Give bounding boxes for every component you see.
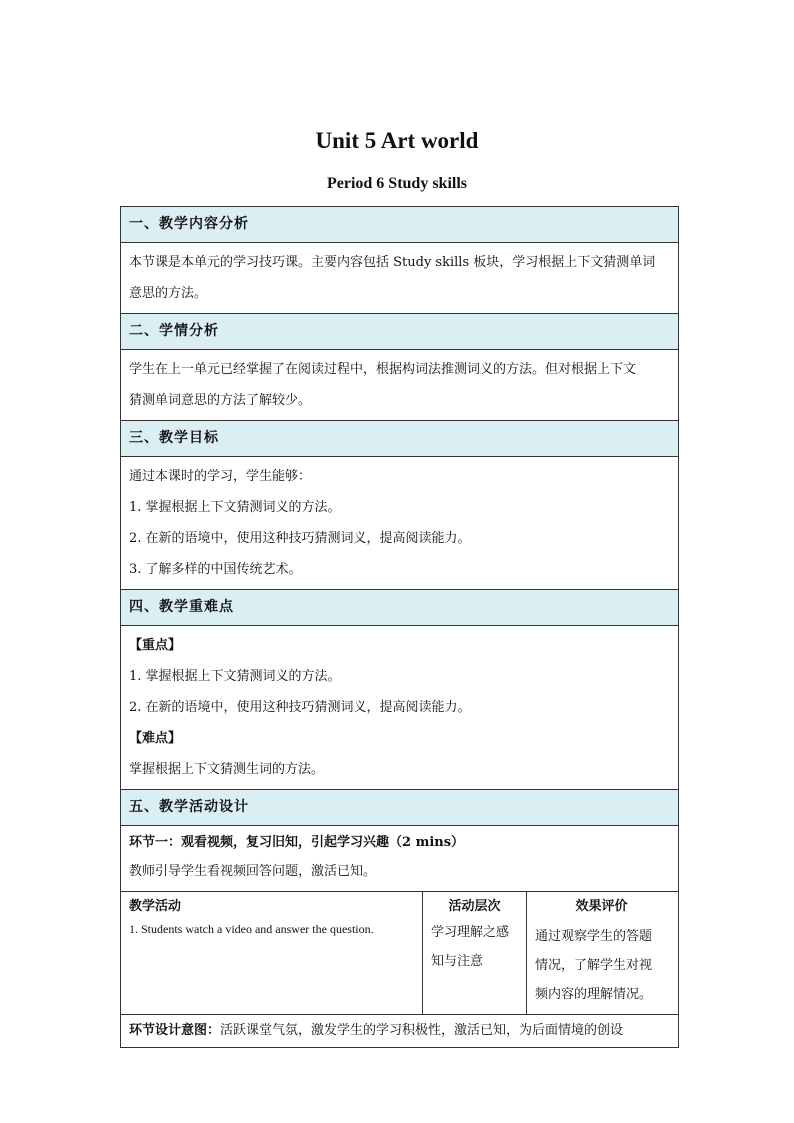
evaluation-line: 情况，了解学生对视 (535, 958, 653, 973)
section-heading-learner-analysis: 二、学情分析 (121, 314, 678, 350)
text-line: 1. 掌握根据上下文猜测词义的方法。 (129, 500, 341, 515)
section-heading-key-points: 四、教学重难点 (121, 590, 678, 626)
section-heading-content-analysis: 一、教学内容分析 (121, 207, 678, 243)
activity-column-header: 教学活动 (129, 899, 182, 914)
document-title: Unit 5 Art world (315, 128, 479, 153)
difficulty-label: 【难点】 (129, 731, 182, 746)
step-one-title: 环节一：观看视频，复习旧知，引起学习兴趣（2 mins） (129, 835, 465, 850)
step-one-block (121, 826, 678, 892)
text-line: 学生在上一单元已经掌握了在阅读过程中，根据构词法推测词义的方法。但对根据上下文 (129, 362, 637, 377)
level-column-header: 活动层次 (448, 899, 501, 914)
activity-text: 1. Students watch a video and answer the question. (129, 922, 374, 936)
text-line: 3. 了解多样的中国传统艺术。 (129, 562, 302, 577)
design-intent-text: 活跃课堂气氛，激发学生的学习积极性，激活已知，为后面情境的创设 (220, 1023, 624, 1038)
text-line: 通过本课时的学习，学生能够： (129, 469, 312, 484)
text-line: 意思的方法。 (129, 286, 208, 301)
section-heading-objectives: 三、教学目标 (121, 421, 678, 457)
level-line: 学习理解之感 (431, 925, 510, 940)
design-intent-label: 环节设计意图： (129, 1023, 221, 1038)
document-subtitle: Period 6 Study skills (326, 175, 468, 192)
evaluation-column (527, 892, 676, 1014)
text-line: 2. 在新的语境中，使用这种技巧猜测词义，提高阅读能力。 (129, 531, 471, 546)
text-line: 猜测单词意思的方法了解较少。 (129, 393, 312, 408)
section-body-learner-analysis (121, 350, 678, 421)
step-one-description: 教师引导学生看视频回答问题，激活已知。 (129, 864, 377, 879)
section-body-content-analysis (121, 243, 678, 314)
section-heading-activity-design: 五、教学活动设计 (121, 790, 678, 826)
section-body-key-points (121, 626, 678, 790)
design-intent-row (121, 1015, 678, 1048)
text-line: 本节课是本单元的学习技巧课。主要内容包括 Study skills 板块，学习根据上下文猜测单词 (129, 255, 656, 270)
level-line: 知与注意 (431, 954, 484, 969)
evaluation-line: 频内容的理解情况。 (535, 987, 653, 1002)
key-points-label: 【重点】 (129, 638, 182, 653)
lesson-plan-table (120, 206, 679, 1048)
text-line: 1. 掌握根据上下文猜测词义的方法。 (129, 669, 341, 684)
evaluation-column-header: 效果评价 (575, 899, 628, 914)
text-line: 掌握根据上下文猜测生词的方法。 (129, 762, 325, 777)
activity-column (121, 892, 423, 1014)
level-column (423, 892, 527, 1014)
activity-row (121, 892, 678, 1015)
evaluation-line: 通过观察学生的答题 (535, 929, 653, 944)
section-body-objectives (121, 457, 678, 590)
text-line: 2. 在新的语境中，使用这种技巧猜测词义，提高阅读能力。 (129, 700, 471, 715)
